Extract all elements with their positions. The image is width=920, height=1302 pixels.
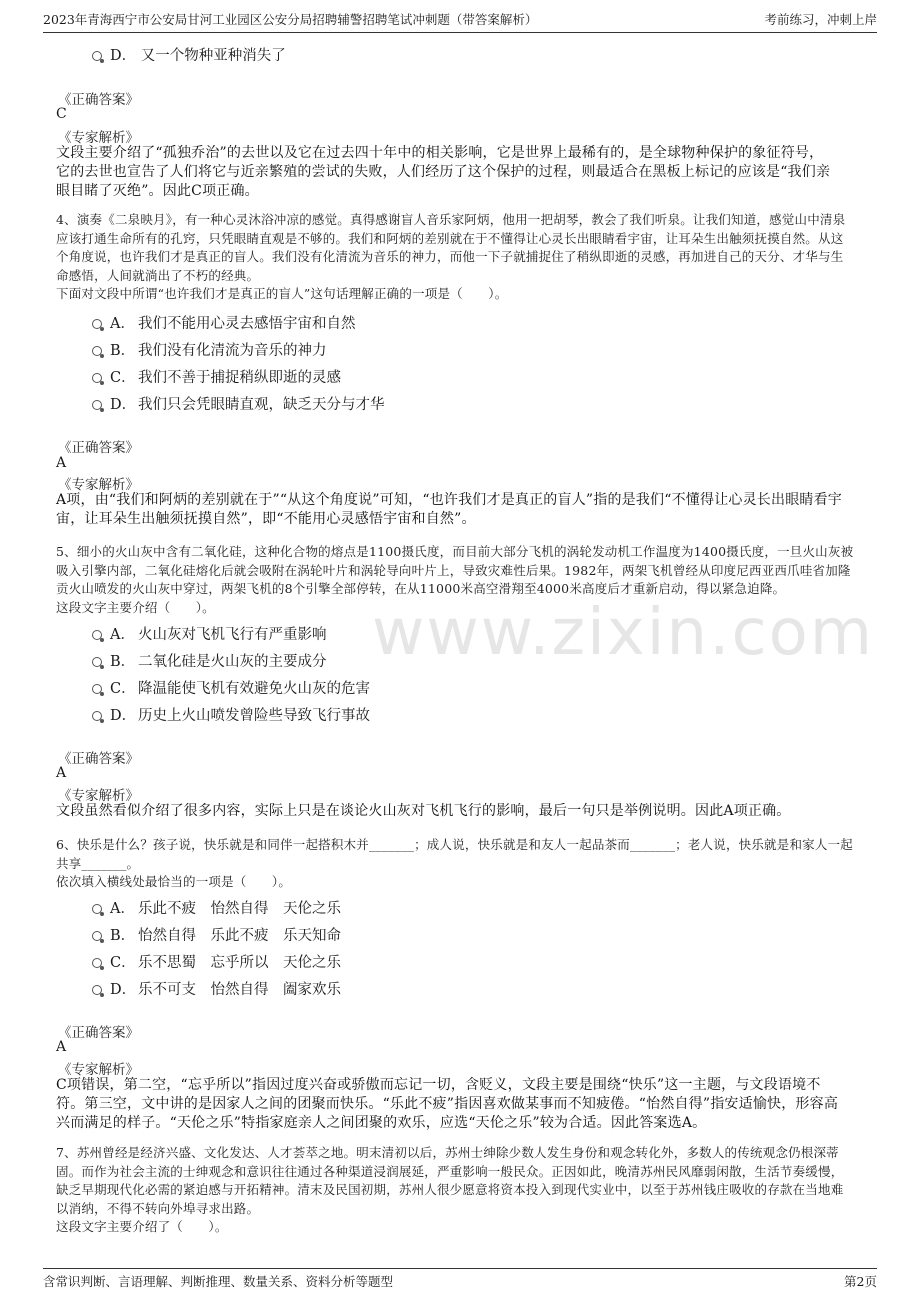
q6-option-b[interactable] (92, 924, 341, 944)
option-letter: C． (110, 954, 136, 971)
stem-line: 个角度说，也许我们才是真正的盲人。我们没有化清流为音乐的神力，而他一下子就捕捉住了稍纵即逝的灵感，再加进自己的天分、才华与生 (56, 249, 844, 264)
option-letter: D． (110, 981, 137, 998)
option-letter: B． (110, 342, 136, 359)
radio-icon[interactable] (92, 684, 102, 694)
page-footer (43, 1268, 877, 1294)
q7-stem (56, 1144, 866, 1237)
option-letter: B． (110, 653, 136, 670)
stem-line: 以消纳，不得不转向外埠寻求出路。 (56, 1200, 260, 1216)
q4-analysis-label: 《专家解析》 (58, 477, 139, 493)
option-text: 乐不可支 怡然自得 阖家欢乐 (138, 981, 341, 998)
radio-icon[interactable] (92, 319, 102, 329)
watermark: www.zixin.com (372, 596, 875, 670)
stem-line: 这段文字主要介绍（ ）。 (56, 599, 215, 615)
footer-description: 含常识判断、言语理解、判断推理、数量关系、资料分析等题型 (43, 1274, 394, 1289)
q5-option-b[interactable] (92, 650, 327, 670)
stem-line: 命感悟，人间就淌出了不朽的经典。 (56, 267, 260, 283)
stem-line: 吸入引擎内部，二氧化硅熔化后就会吸附在涡轮叶片和涡轮导向叶片上，导致灾难性后果。1982年，两架飞机曾经从印度尼西亚西爪哇省加隆 (56, 562, 851, 578)
q4-option-a[interactable] (92, 312, 356, 332)
radio-icon[interactable] (92, 51, 102, 61)
q4-option-c[interactable] (92, 366, 341, 386)
q6-option-c[interactable] (92, 951, 341, 971)
q6-analysis-label: 《专家解析》 (58, 1062, 139, 1078)
header-slogan: 考前练习，冲刺上岸 (764, 12, 877, 27)
option-letter: B． (110, 927, 136, 944)
q6-option-a[interactable] (92, 897, 341, 917)
radio-icon[interactable] (92, 373, 102, 383)
radio-icon[interactable] (92, 657, 102, 667)
option-text: 我们不善于捕捉稍纵即逝的灵感 (138, 369, 341, 386)
option-text: 我们只会凭眼睛直观，缺乏天分与才华 (138, 396, 385, 413)
stem-line: 5、细小的火山灰中含有二氧化硅，这种化合物的熔点是1100摄氏度，而目前大部分飞机的涡轮发动机工作温度为1400摄氏度，一旦火山灰被 (56, 544, 854, 559)
option-letter: A． (110, 626, 135, 643)
stem-line: 依次填入横线处最恰当的一项是（ ）。 (56, 874, 292, 889)
analysis-line: 文段虽然看似介绍了很多内容，实际上只是在谈论火山灰对飞机飞行的影响，最后一句只是举例说明。因此A项正确。 (56, 803, 791, 819)
q4-answer: A (56, 455, 67, 471)
stem-line: 缺乏早期现代化必需的紧迫感与开拓精神。清末及民国初期，苏州人很少愿意将资本投入到现代实业中，以至于苏州钱庄吸收的存款在当地难 (56, 1182, 844, 1197)
option-text: 我们不能用心灵去感悟宇宙和自然 (138, 315, 356, 332)
stem-line: 贡火山喷发的火山灰中穿过，两架飞机的8个引擎全部停转，在从11000米高空滑翔至4000米高度后才重新启动，得以紧急迫降。 (56, 581, 786, 596)
analysis-line: A项，由“我们和阿炳的差别就在于”“从这个角度说”可知，“也许我们才是真正的盲人”指的是我们“不懂得让心灵长出眼睛看宇 (56, 492, 843, 508)
q5-option-a[interactable] (92, 623, 327, 643)
q4-stem (56, 211, 866, 304)
option-letter: C． (110, 369, 136, 386)
analysis-line: C项错误，第二空，“忘乎所以”指因过度兴奋或骄傲而忘记一切，含贬义，文段主要是围绕“快乐”这一主题，与文段语境不 (56, 1077, 821, 1093)
q5-analysis (56, 802, 866, 821)
q6-answer-label: 《正确答案》 (58, 1025, 139, 1041)
option-text: 乐此不疲 怡然自得 天伦之乐 (138, 900, 341, 917)
option-letter: A． (110, 315, 135, 332)
option-text: 历史上火山喷发曾险些导致飞行事故 (138, 707, 370, 724)
stem-line: 这段文字主要介绍了（ ）。 (56, 1219, 228, 1234)
radio-icon[interactable] (92, 346, 102, 356)
option-letter: D． (110, 707, 137, 724)
q6-option-d[interactable] (92, 978, 341, 998)
analysis-line: 它的去世也宣告了人们将它与近亲繁殖的尝试的失败，人们经历了这个保护的过程，则最适合在黑板上标记的应该是“我们亲 (56, 164, 831, 180)
q6-analysis (56, 1076, 866, 1133)
q4-option-d[interactable] (92, 393, 385, 413)
analysis-line: 兴而满足的样子。“天伦之乐”特指家庭亲人之间团聚的欢乐，应选“天伦之乐”较为合适。因此答案选A。 (56, 1115, 707, 1131)
analysis-line: 宙，让耳朵生出触须抚摸自然”，即“不能用心灵感悟宇宙和自然”。 (56, 511, 476, 527)
q5-answer-label: 《正确答案》 (58, 751, 139, 767)
analysis-line: 符。第三空，文中讲的是因家人之间的团聚而快乐。“乐此不疲”指因喜欢做某事而不知疲倦。“怡然自得”指安适愉快，形容高 (56, 1096, 839, 1112)
q6-answer: A (56, 1039, 67, 1055)
option-letter: D． (110, 396, 137, 413)
option-text: 火山灰对飞机飞行有严重影响 (138, 626, 327, 643)
stem-line: 7、苏州曾经是经济兴盛、文化发达、人才荟萃之地。明末清初以后，苏州士绅除少数人发生身份和观念转化外，多数人的传统观念仍根深蒂 (56, 1145, 839, 1160)
radio-icon[interactable] (92, 711, 102, 721)
stem-line: 下面对文段中所谓“也许我们才是真正的盲人”这句话理解正确的一项是（ ）。 (56, 286, 508, 301)
stem-line: 6、快乐是什么？孩子说，快乐就是和同伴一起搭积木并_______；成人说，快乐就是和友人一起品茶而_______；老人说，快乐就是和家人一起 (56, 837, 853, 852)
radio-icon[interactable] (92, 931, 102, 941)
q6-stem (56, 836, 866, 892)
option-text: 二氧化硅是火山灰的主要成分 (138, 653, 327, 670)
radio-icon[interactable] (92, 400, 102, 410)
q5-option-d[interactable] (92, 704, 370, 724)
analysis-line: 眼目睹了灭绝”。因此C项正确。 (56, 183, 259, 199)
q5-analysis-label: 《专家解析》 (58, 788, 139, 804)
analysis-line: 文段主要介绍了“孤独乔治”的去世以及它在过去四十年中的相关影响，它是世界上最稀有的，是全球物种保护的象征符号， (56, 145, 824, 161)
stem-line: 共享_______。 (56, 855, 140, 871)
q5-stem (56, 543, 866, 617)
q5-option-c[interactable] (92, 677, 370, 697)
radio-icon[interactable] (92, 630, 102, 640)
stem-line: 固。而作为社会主流的士绅观念和意识往往通过各种渠道浸润展延，严重影响一般民众。正因如此，晚清苏州民风靡弱闲散，生活节奏缓慢， (56, 1163, 844, 1179)
option-letter: A． (110, 900, 135, 917)
option-letter: C． (110, 680, 136, 697)
page-number: 第2页 (844, 1274, 877, 1289)
q4-analysis (56, 491, 866, 529)
option-text: 怡然自得 乐此不疲 乐天知命 (138, 927, 341, 944)
option-text: 我们没有化清流为音乐的神力 (138, 342, 327, 359)
q4-answer-label: 《正确答案》 (58, 440, 139, 456)
q5-answer: A (56, 765, 67, 781)
q3-answer-label: 《正确答案》 (58, 92, 139, 108)
radio-icon[interactable] (92, 958, 102, 968)
stem-line: 应该打通生命所有的孔窍，只凭眼睛直观是不够的。我们和阿炳的差别就在于不懂得让心灵长出眼睛看宇宙，让耳朵生出触须抚摸自然。从这 (56, 230, 844, 246)
q3-option-d[interactable] (92, 44, 286, 64)
q3-analysis (56, 144, 866, 201)
q3-analysis-label: 《专家解析》 (58, 130, 139, 146)
option-text: 降温能使飞机有效避免火山灰的危害 (138, 680, 370, 697)
document-title: 2023年青海西宁市公安局甘河工业园区公安分局招聘辅警招聘笔试冲刺题（带答案解析） (43, 12, 538, 27)
stem-line: 4、演奏《二泉映月》，有一种心灵沐浴冲凉的感觉。真得感谢盲人音乐家阿炳，他用一把胡琴，教会了我们听泉。让我们知道，感觉山中清泉 (56, 212, 846, 227)
radio-icon[interactable] (92, 985, 102, 995)
q3-answer: C (56, 106, 67, 122)
radio-icon[interactable] (92, 904, 102, 914)
option-text: 乐不思蜀 忘乎所以 天伦之乐 (138, 954, 341, 971)
option-text: D． 又一个物种亚种消失了 (110, 47, 286, 64)
q4-option-b[interactable] (92, 339, 327, 359)
